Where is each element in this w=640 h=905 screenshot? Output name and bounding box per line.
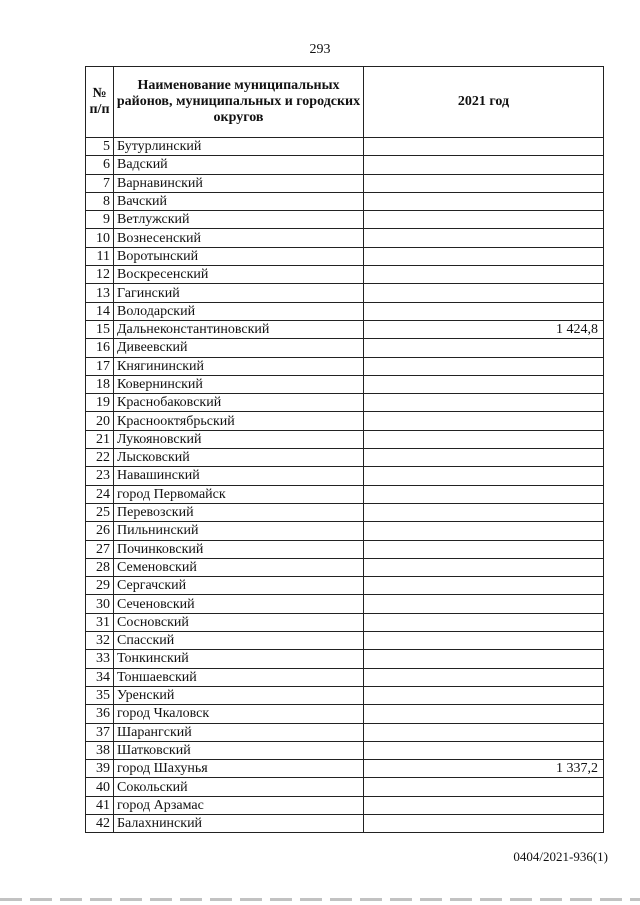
value-2021 [364,138,604,156]
district-name: Ветлужский [114,211,364,229]
table-row [86,394,604,412]
table-row [86,650,604,668]
value-2021 [364,613,604,631]
row-number: 40 [86,778,114,796]
table-row [86,211,604,229]
district-name: Сокольский [114,778,364,796]
value-2021 [364,522,604,540]
value-2021 [364,796,604,814]
row-number: 12 [86,266,114,284]
value-2021 [364,723,604,741]
table-row [86,174,604,192]
row-number: 21 [86,430,114,448]
value-2021 [364,705,604,723]
value-2021 [364,741,604,759]
district-name: Сеченовский [114,595,364,613]
document-code: 0404/2021-936(1) [513,849,608,864]
table-row [86,503,604,521]
table-row [86,430,604,448]
row-number: 31 [86,613,114,631]
district-name: город Первомайск [114,485,364,503]
scan-edge-strip [0,898,640,901]
value-2021 [364,357,604,375]
row-number: 13 [86,284,114,302]
row-number: 19 [86,394,114,412]
table-row [86,522,604,540]
district-name: Шарангский [114,723,364,741]
row-number: 39 [86,760,114,778]
district-name: Лысковский [114,449,364,467]
row-number: 33 [86,650,114,668]
district-name: Перевозский [114,503,364,521]
row-number: 10 [86,229,114,247]
row-number: 42 [86,814,114,832]
row-number: 28 [86,558,114,576]
district-name: Навашинский [114,467,364,485]
value-2021 [364,686,604,704]
district-name: Гагинский [114,284,364,302]
value-2021 [364,211,604,229]
district-name: Тонкинский [114,650,364,668]
value-2021 [364,540,604,558]
table-row [86,339,604,357]
district-name: Балахнинский [114,814,364,832]
value-2021 [364,247,604,265]
value-2021 [364,339,604,357]
value-2021 [364,375,604,393]
row-number: 23 [86,467,114,485]
value-2021 [364,558,604,576]
table-row [86,412,604,430]
row-number: 8 [86,192,114,210]
district-name: Сергачский [114,577,364,595]
value-2021 [364,302,604,320]
value-2021: 1 424,8 [364,320,604,338]
table-row [86,540,604,558]
district-name: город Шахунья [114,760,364,778]
district-name: Краснобаковский [114,394,364,412]
district-name: Семеновский [114,558,364,576]
table-row [86,595,604,613]
value-2021 [364,778,604,796]
table-row [86,229,604,247]
table-row [86,632,604,650]
value-2021 [364,577,604,595]
district-name: Починковский [114,540,364,558]
table-row [86,778,604,796]
row-number: 14 [86,302,114,320]
row-number: 5 [86,138,114,156]
row-number: 37 [86,723,114,741]
table-row [86,357,604,375]
header-year: 2021 год [364,67,604,138]
district-name: Воротынский [114,247,364,265]
district-name: Спасский [114,632,364,650]
row-number: 35 [86,686,114,704]
page-number: 293 [309,42,331,57]
table-row [86,266,604,284]
table-row [86,796,604,814]
district-name: Пильнинский [114,522,364,540]
table-row [86,375,604,393]
district-name: Вачский [114,192,364,210]
table-row [86,760,604,778]
district-name: Тоншаевский [114,668,364,686]
table-header-row [86,67,604,138]
table-row [86,449,604,467]
row-number: 26 [86,522,114,540]
row-number: 7 [86,174,114,192]
districts-table [85,66,604,833]
district-name: Воскресенский [114,266,364,284]
district-name: Уренский [114,686,364,704]
district-name: Володарский [114,302,364,320]
row-number: 30 [86,595,114,613]
row-number: 38 [86,741,114,759]
district-name: Княгининский [114,357,364,375]
table-row [86,705,604,723]
value-2021 [364,284,604,302]
district-name: Сосновский [114,613,364,631]
value-2021 [364,229,604,247]
row-number: 27 [86,540,114,558]
row-number: 11 [86,247,114,265]
value-2021 [364,814,604,832]
value-2021 [364,503,604,521]
table-row [86,485,604,503]
row-number: 18 [86,375,114,393]
table-row [86,302,604,320]
value-2021 [364,650,604,668]
table-row [86,577,604,595]
header-num: № п/п [86,67,114,138]
district-name: Варнавинский [114,174,364,192]
table-row [86,558,604,576]
value-2021 [364,174,604,192]
table-body [86,138,604,833]
table-row [86,467,604,485]
row-number: 15 [86,320,114,338]
row-number: 34 [86,668,114,686]
value-2021 [364,668,604,686]
value-2021 [364,266,604,284]
row-number: 29 [86,577,114,595]
district-name: Лукояновский [114,430,364,448]
table-row [86,192,604,210]
table-row [86,156,604,174]
row-number: 25 [86,503,114,521]
district-name: Краснооктябрьский [114,412,364,430]
row-number: 41 [86,796,114,814]
row-number: 9 [86,211,114,229]
value-2021: 1 337,2 [364,760,604,778]
table-row [86,741,604,759]
table-row [86,138,604,156]
value-2021 [364,430,604,448]
value-2021 [364,632,604,650]
district-name: Вадский [114,156,364,174]
value-2021 [364,394,604,412]
table-row [86,613,604,631]
table-row [86,284,604,302]
value-2021 [364,595,604,613]
row-number: 22 [86,449,114,467]
row-number: 32 [86,632,114,650]
district-name: Дивеевский [114,339,364,357]
table-row [86,320,604,338]
table-row [86,247,604,265]
table-row [86,723,604,741]
row-number: 16 [86,339,114,357]
district-name: город Чкаловск [114,705,364,723]
row-number: 20 [86,412,114,430]
value-2021 [364,467,604,485]
district-name: Бутурлинский [114,138,364,156]
district-name: Ковернинский [114,375,364,393]
header-name: Наименование муниципальных районов, муниципальных и городских округов [114,67,364,138]
table-row [86,686,604,704]
value-2021 [364,156,604,174]
table-row [86,668,604,686]
value-2021 [364,449,604,467]
row-number: 17 [86,357,114,375]
value-2021 [364,412,604,430]
value-2021 [364,192,604,210]
district-name: Дальнеконстантиновский [114,320,364,338]
district-name: город Арзамас [114,796,364,814]
row-number: 6 [86,156,114,174]
row-number: 36 [86,705,114,723]
district-name: Шатковский [114,741,364,759]
table-row [86,814,604,832]
row-number: 24 [86,485,114,503]
district-name: Вознесенский [114,229,364,247]
value-2021 [364,485,604,503]
